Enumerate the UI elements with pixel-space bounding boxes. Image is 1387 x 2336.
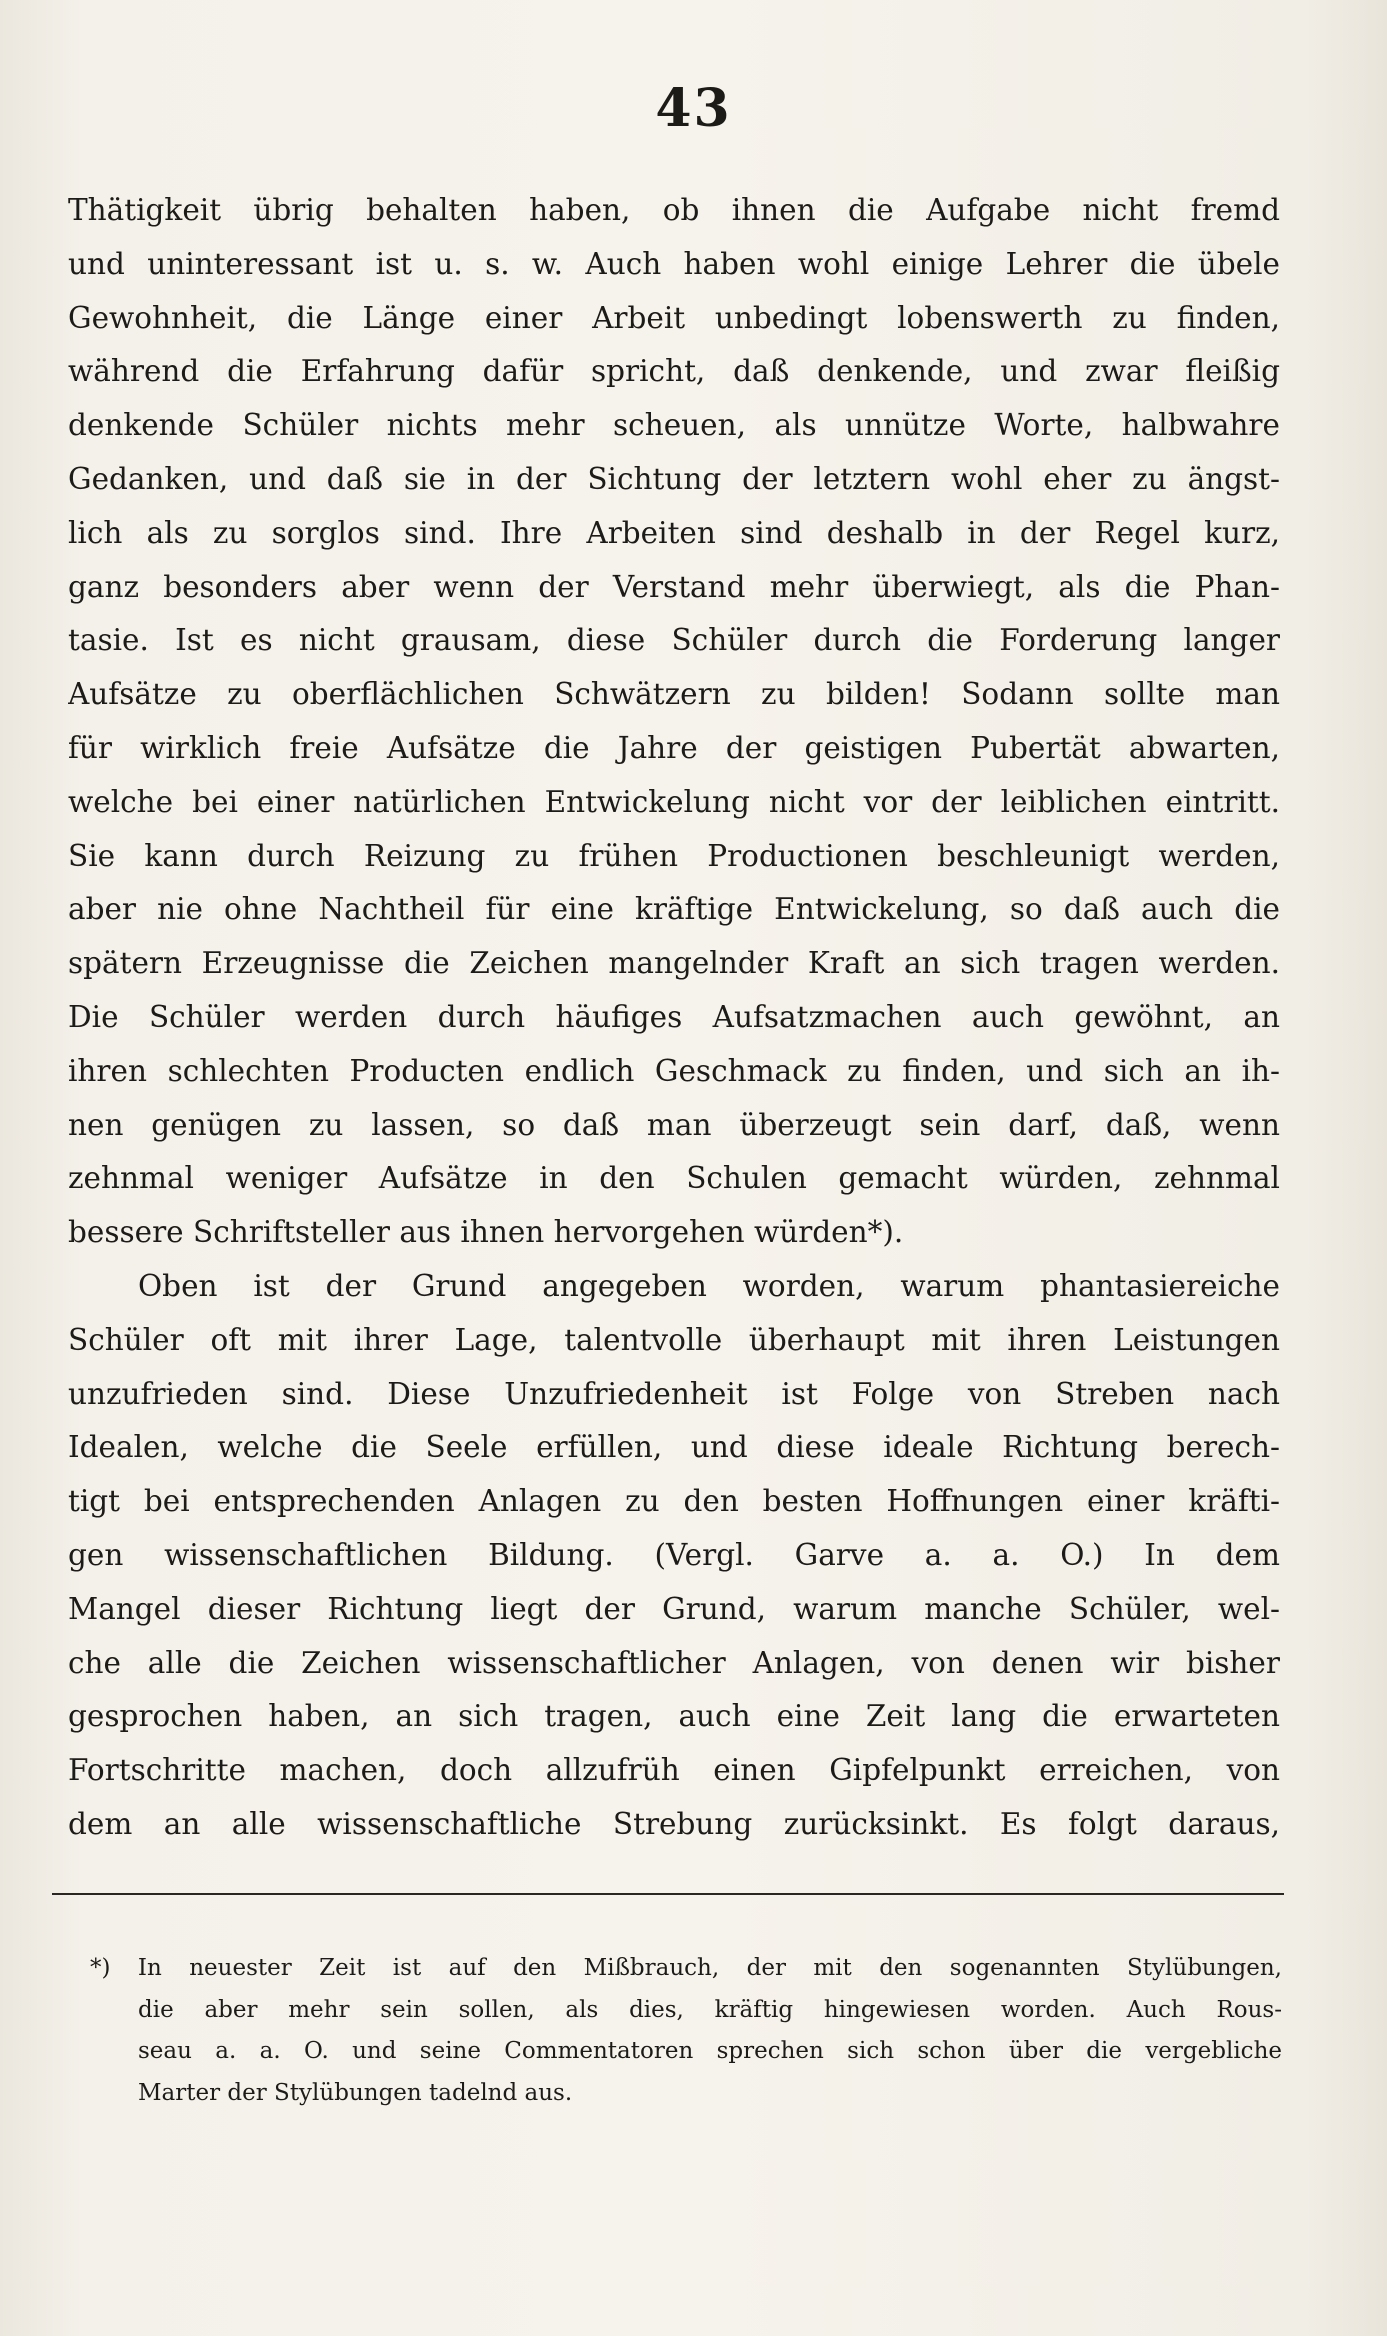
footnote-line: Marter der Stylübungen tadelnd aus.: [138, 2079, 573, 2106]
text-line: unzufrieden sind. Diese Unzufriedenheit ist Folge von Streben nach: [68, 1376, 1280, 1411]
text-line: gen wissenschaftlichen Bildung. (Vergl. Garve a. a. O.) In dem: [68, 1537, 1280, 1572]
text-line: Schüler oft mit ihrer Lage, talentvolle überhaupt mit ihren Leistungen: [68, 1322, 1280, 1357]
text-line: dem an alle wissenschaftliche Strebung zurücksinkt. Es folgt daraus,: [68, 1806, 1280, 1841]
text-line: Thätigkeit übrig behalten haben, ob ihnen die Aufgabe nicht fremd: [68, 193, 1280, 227]
text-line: und uninteressant ist u. s. w. Auch haben wohl einige Lehrer die übele: [68, 246, 1280, 281]
text-line: ganz besonders aber wenn der Verstand mehr überwiegt, als die Phan-: [68, 569, 1280, 604]
footnote: [90, 1948, 1282, 2114]
text-line: bessere Schriftsteller aus ihnen hervorgehen würden*).: [68, 1215, 904, 1250]
text-line: Aufsätze zu oberflächlichen Schwätzern zu bilden! Sodann sollte man: [68, 677, 1280, 712]
text-line: denkende Schüler nichts mehr scheuen, als unnütze Worte, halbwahre: [68, 408, 1280, 443]
text-line: welche bei einer natürlichen Entwickelung nicht vor der leiblichen eintritt.: [68, 784, 1280, 819]
page-number: 43: [655, 78, 732, 139]
text-line: ihren schlechten Producten endlich Geschmack zu finden, und sich an ih-: [68, 1053, 1280, 1088]
text-line: tigt bei entsprechenden Anlagen zu den besten Hoffnungen einer kräfti-: [68, 1484, 1280, 1519]
text-line: spätern Erzeugnisse die Zeichen mangelnder Kraft an sich tragen werden.: [68, 946, 1280, 981]
text-line: aber nie ohne Nachtheil für eine kräftige Entwickelung, so daß auch die: [68, 892, 1280, 927]
text-line: Gedanken, und daß sie in der Sichtung der letztern wohl eher zu ängst-: [68, 461, 1280, 496]
text-line: Idealen, welche die Seele erfüllen, und diese ideale Richtung berech-: [68, 1430, 1280, 1465]
text-line: während die Erfahrung dafür spricht, daß denkende, und zwar fleißig: [68, 354, 1280, 389]
text-line: tasie. Ist es nicht grausam, diese Schüler durch die Forderung langer: [68, 623, 1280, 658]
text-line: lich als zu sorglos sind. Ihre Arbeiten sind deshalb in der Regel kurz,: [68, 515, 1280, 550]
footnote-divider: [52, 1893, 1284, 1895]
text-line: zehnmal weniger Aufsätze in den Schulen gemacht würden, zehnmal: [68, 1161, 1280, 1196]
footnote-line: die aber mehr sein sollen, als dies, kräftig hingewiesen worden. Auch Rous-: [138, 1996, 1282, 2023]
text-line: Die Schüler werden durch häufiges Aufsatzmachen auch gewöhnt, an: [68, 999, 1280, 1034]
text-line: Oben ist der Grund angegeben worden, warum phantasiereiche: [138, 1268, 1280, 1303]
main-text: [68, 184, 1280, 1852]
text-line: für wirklich freie Aufsätze die Jahre der geistigen Pubertät abwarten,: [68, 730, 1280, 765]
footnote-line: seau a. a. O. und seine Commentatoren sprechen sich schon über die vergebliche: [138, 2038, 1282, 2064]
text-line: Gewohnheit, die Länge einer Arbeit unbedingt lobenswerth zu finden,: [68, 300, 1280, 335]
text-line: Sie kann durch Reizung zu frühen Productionen beschleunigt werden,: [68, 838, 1280, 873]
text-line: gesprochen haben, an sich tragen, auch eine Zeit lang die erwarteten: [68, 1699, 1280, 1734]
text-line: Fortschritte machen, doch allzufrüh einen Gipfelpunkt erreichen, von: [68, 1753, 1280, 1788]
text-line: nen genügen zu lassen, so daß man überzeugt sein darf, daß, wenn: [68, 1107, 1280, 1142]
text-line: che alle die Zeichen wissenschaftlicher Anlagen, von denen wir bisher: [68, 1645, 1280, 1680]
text-line: Mangel dieser Richtung liegt der Grund, warum manche Schüler, wel-: [68, 1591, 1280, 1626]
footnote-line: *) In neuester Zeit ist auf den Mißbrauch, der mit den sogenannten Stylübungen,: [90, 1955, 1282, 1981]
